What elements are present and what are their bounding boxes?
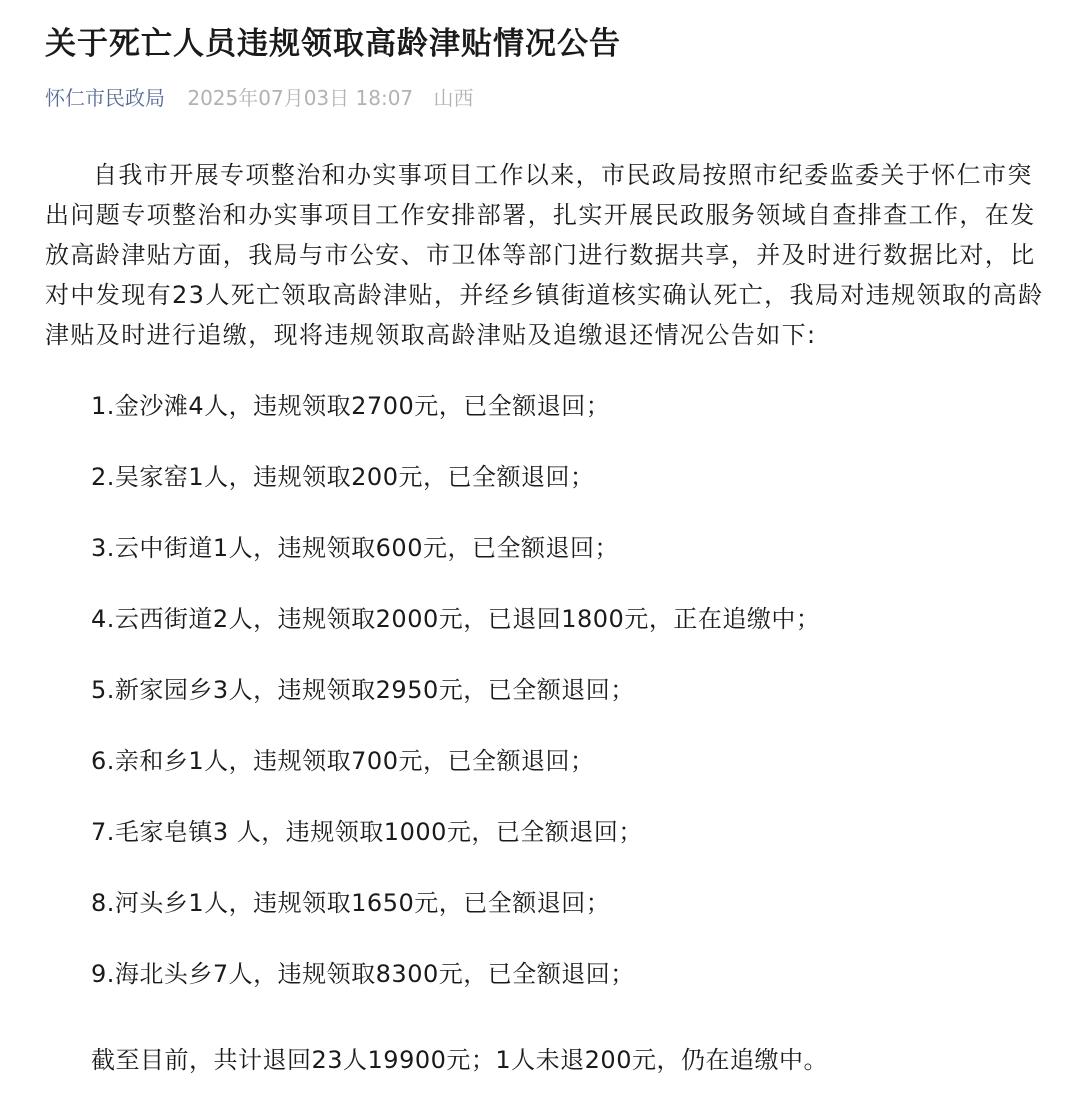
article-meta	[45, 82, 474, 111]
item-list	[91, 386, 820, 1025]
publish-location: 山西	[433, 86, 474, 110]
list-item: 2.吴家窑1人，违规领取200元，已全额退回；	[91, 463, 595, 491]
list-item: 9.海北头乡7人，违规领取8300元，已全额退回；	[91, 960, 635, 988]
author-link[interactable]: 怀仁市民政局	[45, 86, 165, 110]
list-item: 1.金沙滩4人，违规领取2700元，已全额退回；	[91, 392, 611, 420]
summary-paragraph: 截至目前，共计退回23人19900元；1人未退200元，仍在追缴中。	[91, 1046, 828, 1074]
list-item: 5.新家园乡3人，违规领取2950元，已全额退回；	[91, 676, 635, 704]
intro-paragraph: 自我市开展专项整治和办实事项目工作以来，市民政局按照市纪委监委关于怀仁市突出问题专项整治和办实事项目工作安排部署，扎实开展民政服务领域自查排查工作，在发放高龄津贴方面，我局与市公安、市卫体等部门进行数据共享，并及时进行数据比对，比对中发现有23人死亡领取高龄津贴，并经乡镇街道核实确认死亡，我局对违规领取的高龄津贴及时进行追缴，现将违规领取高龄津贴及追缴退还情况公告如下:	[45, 161, 1044, 349]
list-item: 8.河头乡1人，违规领取1650元，已全额退回；	[91, 889, 611, 917]
list-item: 6.亲和乡1人，违规领取700元，已全额退回；	[91, 747, 595, 775]
list-item: 7.毛家皂镇3 人，违规领取1000元，已全额退回；	[91, 818, 643, 846]
publish-date: 2025年07月03日 18:07	[187, 86, 414, 110]
article-title: 关于死亡人员违规领取高龄津贴情况公告	[45, 26, 621, 62]
list-item: 3.云中街道1人，违规领取600元，已全额退回；	[91, 534, 619, 562]
list-item: 4.云西街道2人，违规领取2000元，已退回1800元，正在追缴中；	[91, 605, 821, 633]
